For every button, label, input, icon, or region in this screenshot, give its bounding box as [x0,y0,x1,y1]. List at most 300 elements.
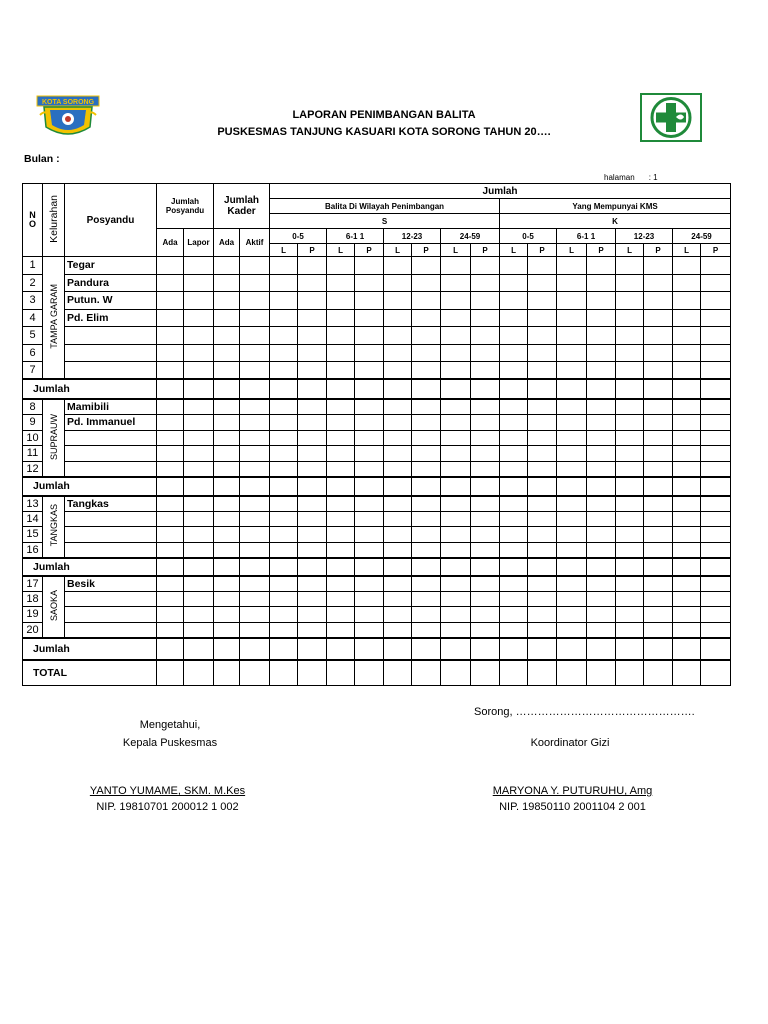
data-cell[interactable] [557,415,587,431]
data-cell[interactable] [471,527,500,543]
data-cell[interactable] [240,327,270,345]
data-cell[interactable] [500,542,528,558]
data-cell[interactable] [298,399,327,415]
data-cell[interactable] [355,379,384,399]
data-cell[interactable] [587,496,616,512]
data-cell[interactable] [673,309,701,327]
data-cell[interactable] [384,257,412,275]
data-cell[interactable] [412,542,441,558]
data-cell[interactable] [157,344,184,362]
data-cell[interactable] [412,591,441,607]
data-cell[interactable] [528,309,557,327]
data-cell[interactable] [471,446,500,462]
data-cell[interactable] [500,292,528,310]
data-cell[interactable] [270,292,298,310]
data-cell[interactable] [214,607,240,623]
data-cell[interactable] [673,274,701,292]
data-cell[interactable] [528,558,557,576]
data-cell[interactable] [701,576,731,592]
data-cell[interactable] [644,430,673,446]
data-cell[interactable] [240,622,270,638]
data-cell[interactable] [355,327,384,345]
data-cell[interactable] [587,430,616,446]
data-cell[interactable] [270,607,298,623]
data-cell[interactable] [298,274,327,292]
data-cell[interactable] [644,477,673,496]
data-cell[interactable] [471,379,500,399]
data-cell[interactable] [157,362,184,380]
data-cell[interactable] [298,446,327,462]
data-cell[interactable] [240,446,270,462]
data-cell[interactable] [270,327,298,345]
data-cell[interactable] [701,638,731,660]
data-cell[interactable] [298,607,327,623]
data-cell[interactable] [214,430,240,446]
data-cell[interactable] [157,576,184,592]
data-cell[interactable] [384,362,412,380]
data-cell[interactable] [701,591,731,607]
data-cell[interactable] [184,415,214,431]
data-cell[interactable] [701,558,731,576]
data-cell[interactable] [157,558,184,576]
data-cell[interactable] [701,399,731,415]
data-cell[interactable] [644,257,673,275]
data-cell[interactable] [214,660,240,686]
data-cell[interactable] [327,591,355,607]
data-cell[interactable] [384,477,412,496]
data-cell[interactable] [412,558,441,576]
data-cell[interactable] [557,461,587,477]
data-cell[interactable] [673,496,701,512]
data-cell[interactable] [616,274,644,292]
data-cell[interactable] [384,607,412,623]
data-cell[interactable] [500,379,528,399]
data-cell[interactable] [673,638,701,660]
data-cell[interactable] [384,344,412,362]
data-cell[interactable] [270,257,298,275]
data-cell[interactable] [528,511,557,527]
data-cell[interactable] [157,415,184,431]
data-cell[interactable] [673,344,701,362]
data-cell[interactable] [587,257,616,275]
data-cell[interactable] [184,327,214,345]
data-cell[interactable] [528,415,557,431]
data-cell[interactable] [412,327,441,345]
data-cell[interactable] [184,558,214,576]
data-cell[interactable] [500,607,528,623]
data-cell[interactable] [500,461,528,477]
data-cell[interactable] [214,638,240,660]
data-cell[interactable] [184,430,214,446]
data-cell[interactable] [500,446,528,462]
data-cell[interactable] [644,344,673,362]
data-cell[interactable] [528,622,557,638]
data-cell[interactable] [270,477,298,496]
data-cell[interactable] [384,576,412,592]
data-cell[interactable] [355,292,384,310]
data-cell[interactable] [412,511,441,527]
data-cell[interactable] [157,660,184,686]
data-cell[interactable] [157,622,184,638]
data-cell[interactable] [270,542,298,558]
data-cell[interactable] [616,461,644,477]
data-cell[interactable] [327,496,355,512]
data-cell[interactable] [184,638,214,660]
data-cell[interactable] [701,292,731,310]
data-cell[interactable] [327,461,355,477]
data-cell[interactable] [673,446,701,462]
data-cell[interactable] [701,415,731,431]
data-cell[interactable] [616,542,644,558]
data-cell[interactable] [701,527,731,543]
data-cell[interactable] [384,430,412,446]
data-cell[interactable] [298,362,327,380]
data-cell[interactable] [528,542,557,558]
data-cell[interactable] [441,430,471,446]
data-cell[interactable] [471,542,500,558]
data-cell[interactable] [184,607,214,623]
data-cell[interactable] [184,362,214,380]
data-cell[interactable] [441,607,471,623]
data-cell[interactable] [500,327,528,345]
data-cell[interactable] [184,527,214,543]
data-cell[interactable] [701,496,731,512]
data-cell[interactable] [327,607,355,623]
data-cell[interactable] [701,327,731,345]
data-cell[interactable] [587,558,616,576]
data-cell[interactable] [355,607,384,623]
data-cell[interactable] [701,607,731,623]
data-cell[interactable] [557,607,587,623]
data-cell[interactable] [673,477,701,496]
data-cell[interactable] [557,542,587,558]
data-cell[interactable] [557,591,587,607]
data-cell[interactable] [384,274,412,292]
data-cell[interactable] [557,257,587,275]
data-cell[interactable] [528,607,557,623]
data-cell[interactable] [214,344,240,362]
data-cell[interactable] [587,362,616,380]
data-cell[interactable] [157,309,184,327]
data-cell[interactable] [701,461,731,477]
data-cell[interactable] [587,576,616,592]
data-cell[interactable] [355,461,384,477]
data-cell[interactable] [298,660,327,686]
data-cell[interactable] [184,496,214,512]
data-cell[interactable] [384,309,412,327]
data-cell[interactable] [214,379,240,399]
data-cell[interactable] [673,461,701,477]
data-cell[interactable] [327,274,355,292]
data-cell[interactable] [587,511,616,527]
data-cell[interactable] [616,622,644,638]
data-cell[interactable] [557,527,587,543]
data-cell[interactable] [157,274,184,292]
data-cell[interactable] [500,362,528,380]
data-cell[interactable] [270,638,298,660]
data-cell[interactable] [500,477,528,496]
data-cell[interactable] [441,399,471,415]
data-cell[interactable] [157,542,184,558]
data-cell[interactable] [616,257,644,275]
data-cell[interactable] [384,327,412,345]
data-cell[interactable] [214,511,240,527]
data-cell[interactable] [557,292,587,310]
data-cell[interactable] [298,511,327,527]
data-cell[interactable] [441,292,471,310]
data-cell[interactable] [412,638,441,660]
data-cell[interactable] [184,477,214,496]
data-cell[interactable] [214,309,240,327]
data-cell[interactable] [644,607,673,623]
data-cell[interactable] [298,576,327,592]
data-cell[interactable] [270,511,298,527]
data-cell[interactable] [412,430,441,446]
data-cell[interactable] [557,399,587,415]
data-cell[interactable] [355,576,384,592]
data-cell[interactable] [384,461,412,477]
data-cell[interactable] [471,274,500,292]
data-cell[interactable] [644,292,673,310]
data-cell[interactable] [355,638,384,660]
data-cell[interactable] [214,274,240,292]
data-cell[interactable] [355,660,384,686]
data-cell[interactable] [184,292,214,310]
data-cell[interactable] [644,660,673,686]
data-cell[interactable] [412,622,441,638]
data-cell[interactable] [500,257,528,275]
data-cell[interactable] [500,309,528,327]
data-cell[interactable] [355,558,384,576]
data-cell[interactable] [157,292,184,310]
data-cell[interactable] [412,461,441,477]
data-cell[interactable] [616,607,644,623]
data-cell[interactable] [528,399,557,415]
data-cell[interactable] [327,257,355,275]
data-cell[interactable] [184,511,214,527]
data-cell[interactable] [240,274,270,292]
data-cell[interactable] [528,660,557,686]
data-cell[interactable] [441,309,471,327]
data-cell[interactable] [240,496,270,512]
data-cell[interactable] [355,362,384,380]
data-cell[interactable] [355,309,384,327]
data-cell[interactable] [471,362,500,380]
data-cell[interactable] [412,496,441,512]
data-cell[interactable] [157,446,184,462]
data-cell[interactable] [441,327,471,345]
data-cell[interactable] [557,327,587,345]
data-cell[interactable] [355,477,384,496]
data-cell[interactable] [528,576,557,592]
data-cell[interactable] [616,362,644,380]
data-cell[interactable] [157,477,184,496]
data-cell[interactable] [701,477,731,496]
data-cell[interactable] [214,558,240,576]
data-cell[interactable] [441,477,471,496]
data-cell[interactable] [471,430,500,446]
data-cell[interactable] [441,257,471,275]
data-cell[interactable] [616,344,644,362]
data-cell[interactable] [157,399,184,415]
data-cell[interactable] [441,461,471,477]
data-cell[interactable] [240,461,270,477]
data-cell[interactable] [673,558,701,576]
data-cell[interactable] [298,527,327,543]
data-cell[interactable] [157,257,184,275]
data-cell[interactable] [616,379,644,399]
data-cell[interactable] [701,257,731,275]
data-cell[interactable] [298,344,327,362]
data-cell[interactable] [644,496,673,512]
data-cell[interactable] [327,638,355,660]
data-cell[interactable] [270,430,298,446]
data-cell[interactable] [384,542,412,558]
data-cell[interactable] [157,638,184,660]
data-cell[interactable] [412,415,441,431]
data-cell[interactable] [673,379,701,399]
data-cell[interactable] [587,660,616,686]
data-cell[interactable] [214,399,240,415]
data-cell[interactable] [441,576,471,592]
data-cell[interactable] [441,274,471,292]
data-cell[interactable] [500,274,528,292]
data-cell[interactable] [214,461,240,477]
data-cell[interactable] [157,430,184,446]
data-cell[interactable] [412,274,441,292]
data-cell[interactable] [441,527,471,543]
data-cell[interactable] [441,558,471,576]
data-cell[interactable] [616,415,644,431]
data-cell[interactable] [412,576,441,592]
data-cell[interactable] [701,344,731,362]
data-cell[interactable] [412,257,441,275]
data-cell[interactable] [587,461,616,477]
data-cell[interactable] [471,558,500,576]
data-cell[interactable] [298,292,327,310]
data-cell[interactable] [644,379,673,399]
data-cell[interactable] [412,607,441,623]
data-cell[interactable] [616,327,644,345]
data-cell[interactable] [355,446,384,462]
data-cell[interactable] [384,591,412,607]
data-cell[interactable] [412,379,441,399]
data-cell[interactable] [471,660,500,686]
data-cell[interactable] [214,415,240,431]
data-cell[interactable] [412,309,441,327]
data-cell[interactable] [184,379,214,399]
data-cell[interactable] [471,576,500,592]
data-cell[interactable] [214,477,240,496]
data-cell[interactable] [441,496,471,512]
data-cell[interactable] [214,292,240,310]
data-cell[interactable] [557,430,587,446]
data-cell[interactable] [327,542,355,558]
data-cell[interactable] [184,591,214,607]
data-cell[interactable] [214,446,240,462]
data-cell[interactable] [673,327,701,345]
data-cell[interactable] [587,542,616,558]
data-cell[interactable] [298,415,327,431]
data-cell[interactable] [557,446,587,462]
data-cell[interactable] [298,257,327,275]
data-cell[interactable] [500,638,528,660]
data-cell[interactable] [557,622,587,638]
data-cell[interactable] [384,511,412,527]
data-cell[interactable] [214,362,240,380]
data-cell[interactable] [644,558,673,576]
data-cell[interactable] [214,576,240,592]
data-cell[interactable] [327,576,355,592]
data-cell[interactable] [184,274,214,292]
data-cell[interactable] [616,477,644,496]
data-cell[interactable] [673,607,701,623]
data-cell[interactable] [240,607,270,623]
data-cell[interactable] [298,622,327,638]
data-cell[interactable] [327,379,355,399]
data-cell[interactable] [471,477,500,496]
data-cell[interactable] [412,477,441,496]
data-cell[interactable] [557,379,587,399]
data-cell[interactable] [616,496,644,512]
data-cell[interactable] [355,542,384,558]
data-cell[interactable] [644,274,673,292]
data-cell[interactable] [327,622,355,638]
data-cell[interactable] [644,461,673,477]
data-cell[interactable] [500,496,528,512]
data-cell[interactable] [471,415,500,431]
data-cell[interactable] [327,292,355,310]
data-cell[interactable] [557,511,587,527]
data-cell[interactable] [644,362,673,380]
data-cell[interactable] [270,496,298,512]
data-cell[interactable] [673,660,701,686]
data-cell[interactable] [270,446,298,462]
data-cell[interactable] [528,430,557,446]
data-cell[interactable] [327,309,355,327]
data-cell[interactable] [270,362,298,380]
data-cell[interactable] [557,660,587,686]
data-cell[interactable] [240,257,270,275]
data-cell[interactable] [441,660,471,686]
data-cell[interactable] [644,415,673,431]
data-cell[interactable] [412,446,441,462]
data-cell[interactable] [298,309,327,327]
data-cell[interactable] [298,327,327,345]
data-cell[interactable] [355,430,384,446]
data-cell[interactable] [701,274,731,292]
data-cell[interactable] [355,415,384,431]
data-cell[interactable] [441,415,471,431]
data-cell[interactable] [412,292,441,310]
data-cell[interactable] [673,399,701,415]
data-cell[interactable] [355,622,384,638]
data-cell[interactable] [644,576,673,592]
data-cell[interactable] [240,477,270,496]
data-cell[interactable] [214,496,240,512]
data-cell[interactable] [616,527,644,543]
data-cell[interactable] [644,511,673,527]
data-cell[interactable] [270,527,298,543]
data-cell[interactable] [471,309,500,327]
data-cell[interactable] [270,558,298,576]
data-cell[interactable] [587,399,616,415]
data-cell[interactable] [384,496,412,512]
data-cell[interactable] [587,309,616,327]
data-cell[interactable] [528,344,557,362]
data-cell[interactable] [587,622,616,638]
data-cell[interactable] [327,362,355,380]
